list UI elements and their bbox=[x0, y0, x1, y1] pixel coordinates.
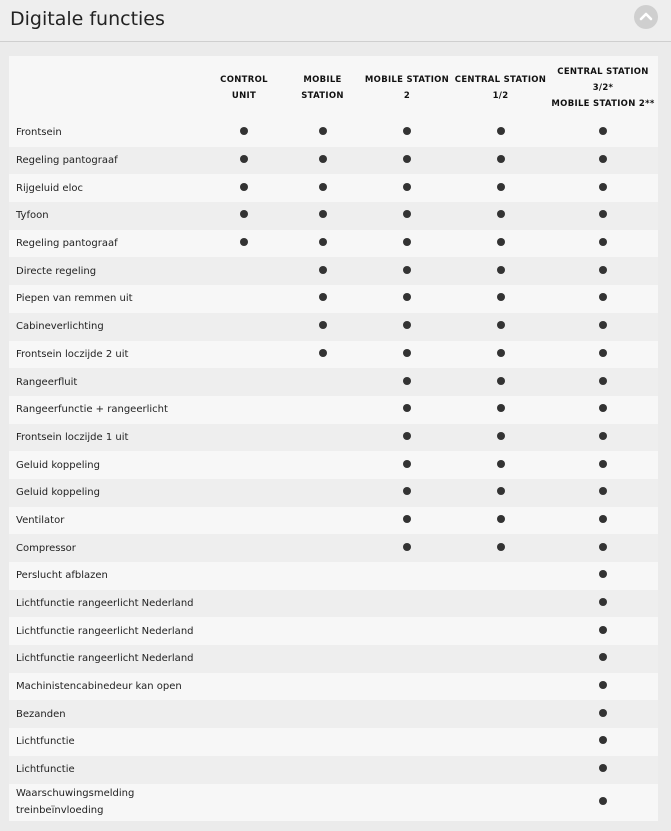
support-cell bbox=[204, 700, 284, 728]
column-header-line: UNIT bbox=[231, 90, 257, 101]
support-cell bbox=[361, 673, 453, 701]
supported-dot-icon bbox=[403, 460, 411, 468]
support-cell bbox=[284, 784, 361, 821]
support-cell bbox=[204, 617, 284, 645]
supported-dot-icon bbox=[599, 460, 607, 468]
column-header-line: MOBILE STATION 2** bbox=[551, 98, 655, 109]
support-cell bbox=[284, 645, 361, 673]
supported-dot-icon bbox=[599, 432, 607, 440]
support-cell bbox=[284, 202, 361, 230]
support-cell bbox=[548, 590, 658, 618]
function-name: Frontsein bbox=[16, 127, 62, 139]
supported-dot-icon bbox=[599, 764, 607, 772]
support-cell bbox=[361, 451, 453, 479]
support-cell bbox=[284, 700, 361, 728]
table-row bbox=[9, 313, 658, 341]
supported-dot-icon bbox=[403, 543, 411, 551]
supported-dot-icon bbox=[319, 210, 327, 218]
support-cell bbox=[453, 341, 548, 369]
function-name-line: treinbeïnvloeding bbox=[16, 805, 104, 816]
support-cell bbox=[453, 451, 548, 479]
support-cell bbox=[548, 700, 658, 728]
column-header-line: 3/2* bbox=[592, 82, 614, 93]
support-cell bbox=[204, 645, 284, 673]
supported-dot-icon bbox=[497, 349, 505, 357]
supported-dot-icon bbox=[497, 210, 505, 218]
function-name: Frontsein loczijde 1 uit bbox=[16, 431, 129, 443]
support-cell bbox=[453, 784, 548, 821]
supported-dot-icon bbox=[497, 183, 505, 191]
function-name: Rangeerfluit bbox=[16, 376, 78, 388]
support-cell bbox=[453, 756, 548, 784]
column-header-line: CENTRAL STATION bbox=[557, 66, 649, 77]
collapse-button[interactable] bbox=[634, 5, 658, 29]
table-row bbox=[9, 119, 658, 147]
support-cell bbox=[548, 230, 658, 258]
support-cell bbox=[453, 396, 548, 424]
support-cell bbox=[453, 728, 548, 756]
support-cell bbox=[204, 590, 284, 618]
support-cell bbox=[548, 534, 658, 562]
column-header-line: MOBILE STATION bbox=[364, 74, 450, 85]
column-header bbox=[284, 56, 361, 119]
supported-dot-icon bbox=[599, 570, 607, 578]
support-cell bbox=[361, 728, 453, 756]
supported-dot-icon bbox=[240, 183, 248, 191]
support-cell bbox=[453, 479, 548, 507]
support-cell bbox=[204, 479, 284, 507]
table-row bbox=[9, 285, 658, 313]
supported-dot-icon bbox=[240, 127, 248, 135]
column-header-line: 2 bbox=[403, 90, 411, 101]
support-cell bbox=[453, 617, 548, 645]
support-cell bbox=[204, 424, 284, 452]
column-header bbox=[453, 56, 548, 119]
function-name: Perslucht afblazen bbox=[16, 570, 108, 582]
support-cell bbox=[204, 562, 284, 590]
supported-dot-icon bbox=[319, 127, 327, 135]
supported-dot-icon bbox=[599, 709, 607, 717]
support-cell bbox=[284, 396, 361, 424]
supported-dot-icon bbox=[319, 155, 327, 163]
function-name: Lichtfunctie rangeerlicht Nederland bbox=[16, 653, 194, 665]
supported-dot-icon bbox=[599, 210, 607, 218]
supported-dot-icon bbox=[240, 210, 248, 218]
support-cell bbox=[453, 507, 548, 535]
support-cell bbox=[361, 645, 453, 673]
function-name: Machinistencabinedeur kan open bbox=[16, 681, 182, 693]
function-name: Cabineverlichting bbox=[16, 321, 104, 333]
column-header bbox=[204, 56, 284, 119]
supported-dot-icon bbox=[599, 266, 607, 274]
support-cell bbox=[284, 230, 361, 258]
support-cell bbox=[361, 479, 453, 507]
support-cell bbox=[361, 396, 453, 424]
section-title: Digitale functies bbox=[10, 8, 165, 30]
supported-dot-icon bbox=[599, 681, 607, 689]
support-cell bbox=[361, 147, 453, 175]
column-header-line: CONTROL bbox=[220, 74, 268, 85]
function-name: Geluid koppeling bbox=[16, 487, 100, 499]
support-cell bbox=[284, 451, 361, 479]
support-cell bbox=[284, 479, 361, 507]
column-header-line: CENTRAL STATION bbox=[454, 74, 547, 85]
supported-dot-icon bbox=[497, 127, 505, 135]
support-cell bbox=[204, 368, 284, 396]
support-cell bbox=[548, 119, 658, 147]
supported-dot-icon bbox=[497, 293, 505, 301]
table-row bbox=[9, 562, 658, 590]
supported-dot-icon bbox=[599, 127, 607, 135]
support-cell bbox=[548, 202, 658, 230]
supported-dot-icon bbox=[599, 598, 607, 606]
support-cell bbox=[204, 756, 284, 784]
support-cell bbox=[453, 700, 548, 728]
table-row bbox=[9, 424, 658, 452]
supported-dot-icon bbox=[403, 404, 411, 412]
supported-dot-icon bbox=[497, 238, 505, 246]
function-name: Regeling pantograaf bbox=[16, 155, 118, 167]
support-cell bbox=[284, 673, 361, 701]
chevron-up-icon bbox=[634, 5, 658, 29]
support-cell bbox=[548, 784, 658, 821]
support-cell bbox=[361, 368, 453, 396]
supported-dot-icon bbox=[497, 155, 505, 163]
support-cell bbox=[453, 534, 548, 562]
supported-dot-icon bbox=[403, 432, 411, 440]
support-cell bbox=[361, 562, 453, 590]
supported-dot-icon bbox=[599, 797, 607, 805]
support-cell bbox=[453, 285, 548, 313]
support-cell bbox=[361, 617, 453, 645]
function-name: Geluid koppeling bbox=[16, 459, 100, 471]
supported-dot-icon bbox=[403, 321, 411, 329]
support-cell bbox=[548, 507, 658, 535]
support-cell bbox=[548, 341, 658, 369]
column-header-line: MOBILE bbox=[303, 74, 342, 85]
function-name: Directe regeling bbox=[16, 265, 97, 277]
column-header-line: STATION bbox=[301, 90, 344, 101]
support-cell bbox=[361, 230, 453, 258]
section-header bbox=[0, 0, 671, 42]
support-cell bbox=[284, 174, 361, 202]
supported-dot-icon bbox=[599, 155, 607, 163]
support-cell bbox=[548, 756, 658, 784]
support-cell bbox=[284, 562, 361, 590]
header-function-name bbox=[9, 56, 204, 119]
support-cell bbox=[548, 645, 658, 673]
table-row bbox=[9, 728, 658, 756]
support-cell bbox=[548, 479, 658, 507]
support-cell bbox=[548, 562, 658, 590]
table-row bbox=[9, 784, 658, 821]
table-row bbox=[9, 534, 658, 562]
support-cell bbox=[361, 700, 453, 728]
supported-dot-icon bbox=[599, 377, 607, 385]
support-cell bbox=[453, 257, 548, 285]
support-cell bbox=[548, 617, 658, 645]
support-cell bbox=[548, 424, 658, 452]
supported-dot-icon bbox=[599, 293, 607, 301]
support-cell bbox=[204, 119, 284, 147]
function-name: Frontsein loczijde 2 uit bbox=[16, 348, 129, 360]
supported-dot-icon bbox=[497, 321, 505, 329]
support-cell bbox=[284, 756, 361, 784]
supported-dot-icon bbox=[403, 266, 411, 274]
supported-dot-icon bbox=[240, 238, 248, 246]
function-name: Rangeerfunctie + rangeerlicht bbox=[16, 404, 168, 416]
support-cell bbox=[284, 728, 361, 756]
support-cell bbox=[548, 147, 658, 175]
table-body bbox=[9, 119, 658, 821]
supported-dot-icon bbox=[497, 432, 505, 440]
table-row bbox=[9, 507, 658, 535]
function-name: Lichtfunctie bbox=[16, 736, 75, 748]
support-cell bbox=[361, 507, 453, 535]
support-cell bbox=[204, 396, 284, 424]
supported-dot-icon bbox=[403, 210, 411, 218]
table-row bbox=[9, 147, 658, 175]
column-header bbox=[548, 56, 658, 119]
function-name: Lichtfunctie bbox=[16, 764, 75, 776]
table-row bbox=[9, 590, 658, 618]
support-cell bbox=[361, 784, 453, 821]
function-name: Ventilator bbox=[16, 514, 65, 526]
table-row bbox=[9, 230, 658, 258]
function-name: Tyfoon bbox=[16, 210, 49, 222]
supported-dot-icon bbox=[403, 293, 411, 301]
support-cell bbox=[284, 590, 361, 618]
functions-table bbox=[9, 56, 658, 821]
table-row bbox=[9, 645, 658, 673]
support-cell bbox=[284, 507, 361, 535]
support-cell bbox=[548, 368, 658, 396]
support-cell bbox=[204, 784, 284, 821]
support-cell bbox=[204, 230, 284, 258]
supported-dot-icon bbox=[497, 377, 505, 385]
support-cell bbox=[284, 313, 361, 341]
supported-dot-icon bbox=[403, 127, 411, 135]
supported-dot-icon bbox=[599, 487, 607, 495]
supported-dot-icon bbox=[319, 293, 327, 301]
support-cell bbox=[548, 673, 658, 701]
table-row bbox=[9, 700, 658, 728]
support-cell bbox=[548, 451, 658, 479]
table-row bbox=[9, 396, 658, 424]
supported-dot-icon bbox=[319, 321, 327, 329]
support-cell bbox=[453, 119, 548, 147]
table-row bbox=[9, 673, 658, 701]
supported-dot-icon bbox=[319, 183, 327, 191]
support-cell bbox=[284, 257, 361, 285]
supported-dot-icon bbox=[319, 238, 327, 246]
support-cell bbox=[204, 285, 284, 313]
function-name: Lichtfunctie rangeerlicht Nederland bbox=[16, 598, 194, 610]
supported-dot-icon bbox=[403, 238, 411, 246]
table-row bbox=[9, 257, 658, 285]
support-cell bbox=[548, 174, 658, 202]
support-cell bbox=[361, 341, 453, 369]
support-cell bbox=[453, 202, 548, 230]
support-cell bbox=[204, 174, 284, 202]
supported-dot-icon bbox=[403, 349, 411, 357]
support-cell bbox=[361, 313, 453, 341]
support-cell bbox=[361, 257, 453, 285]
support-cell bbox=[453, 590, 548, 618]
support-cell bbox=[204, 534, 284, 562]
support-cell bbox=[453, 673, 548, 701]
supported-dot-icon bbox=[403, 487, 411, 495]
supported-dot-icon bbox=[403, 515, 411, 523]
table-row bbox=[9, 617, 658, 645]
supported-dot-icon bbox=[497, 515, 505, 523]
supported-dot-icon bbox=[497, 460, 505, 468]
support-cell bbox=[284, 617, 361, 645]
supported-dot-icon bbox=[403, 155, 411, 163]
function-name: Rijgeluid eloc bbox=[16, 182, 83, 194]
support-cell bbox=[548, 396, 658, 424]
table-row bbox=[9, 479, 658, 507]
supported-dot-icon bbox=[497, 266, 505, 274]
function-name: Bezanden bbox=[16, 708, 66, 720]
support-cell bbox=[548, 728, 658, 756]
support-cell bbox=[284, 119, 361, 147]
support-cell bbox=[361, 534, 453, 562]
supported-dot-icon bbox=[319, 266, 327, 274]
support-cell bbox=[204, 728, 284, 756]
column-header bbox=[361, 56, 453, 119]
supported-dot-icon bbox=[497, 487, 505, 495]
support-cell bbox=[204, 673, 284, 701]
supported-dot-icon bbox=[599, 653, 607, 661]
support-cell bbox=[548, 285, 658, 313]
column-header-line: 1/2 bbox=[492, 90, 509, 101]
function-name: Regeling pantograaf bbox=[16, 238, 118, 250]
supported-dot-icon bbox=[240, 155, 248, 163]
support-cell bbox=[204, 451, 284, 479]
support-cell bbox=[361, 202, 453, 230]
support-cell bbox=[204, 313, 284, 341]
function-name: Lichtfunctie rangeerlicht Nederland bbox=[16, 625, 194, 637]
supported-dot-icon bbox=[599, 515, 607, 523]
supported-dot-icon bbox=[599, 349, 607, 357]
support-cell bbox=[548, 313, 658, 341]
supported-dot-icon bbox=[599, 543, 607, 551]
function-name bbox=[9, 784, 204, 821]
support-cell bbox=[453, 230, 548, 258]
supported-dot-icon bbox=[599, 626, 607, 634]
support-cell bbox=[284, 368, 361, 396]
supported-dot-icon bbox=[599, 736, 607, 744]
support-cell bbox=[204, 147, 284, 175]
table-row bbox=[9, 368, 658, 396]
support-cell bbox=[204, 202, 284, 230]
support-cell bbox=[284, 285, 361, 313]
supported-dot-icon bbox=[403, 183, 411, 191]
supported-dot-icon bbox=[319, 349, 327, 357]
table-row bbox=[9, 341, 658, 369]
support-cell bbox=[204, 507, 284, 535]
support-cell bbox=[453, 368, 548, 396]
support-cell bbox=[204, 257, 284, 285]
supported-dot-icon bbox=[403, 377, 411, 385]
functions-table-panel bbox=[9, 56, 658, 821]
support-cell bbox=[204, 341, 284, 369]
support-cell bbox=[361, 119, 453, 147]
supported-dot-icon bbox=[599, 238, 607, 246]
table-header-row bbox=[9, 56, 658, 119]
support-cell bbox=[453, 645, 548, 673]
support-cell bbox=[453, 147, 548, 175]
support-cell bbox=[453, 174, 548, 202]
support-cell bbox=[284, 147, 361, 175]
support-cell bbox=[361, 756, 453, 784]
support-cell bbox=[361, 590, 453, 618]
supported-dot-icon bbox=[599, 404, 607, 412]
table-row bbox=[9, 451, 658, 479]
support-cell bbox=[453, 424, 548, 452]
supported-dot-icon bbox=[497, 543, 505, 551]
supported-dot-icon bbox=[599, 183, 607, 191]
support-cell bbox=[361, 285, 453, 313]
supported-dot-icon bbox=[599, 321, 607, 329]
table-row bbox=[9, 174, 658, 202]
supported-dot-icon bbox=[497, 404, 505, 412]
table-row bbox=[9, 756, 658, 784]
support-cell bbox=[453, 313, 548, 341]
function-name-line: Waarschuwingsmelding bbox=[16, 788, 135, 799]
function-name: Piepen van remmen uit bbox=[16, 293, 133, 305]
support-cell bbox=[361, 174, 453, 202]
support-cell bbox=[284, 534, 361, 562]
support-cell bbox=[284, 341, 361, 369]
function-name: Compressor bbox=[16, 542, 76, 554]
table-row bbox=[9, 202, 658, 230]
support-cell bbox=[284, 424, 361, 452]
support-cell bbox=[361, 424, 453, 452]
support-cell bbox=[453, 562, 548, 590]
support-cell bbox=[548, 257, 658, 285]
